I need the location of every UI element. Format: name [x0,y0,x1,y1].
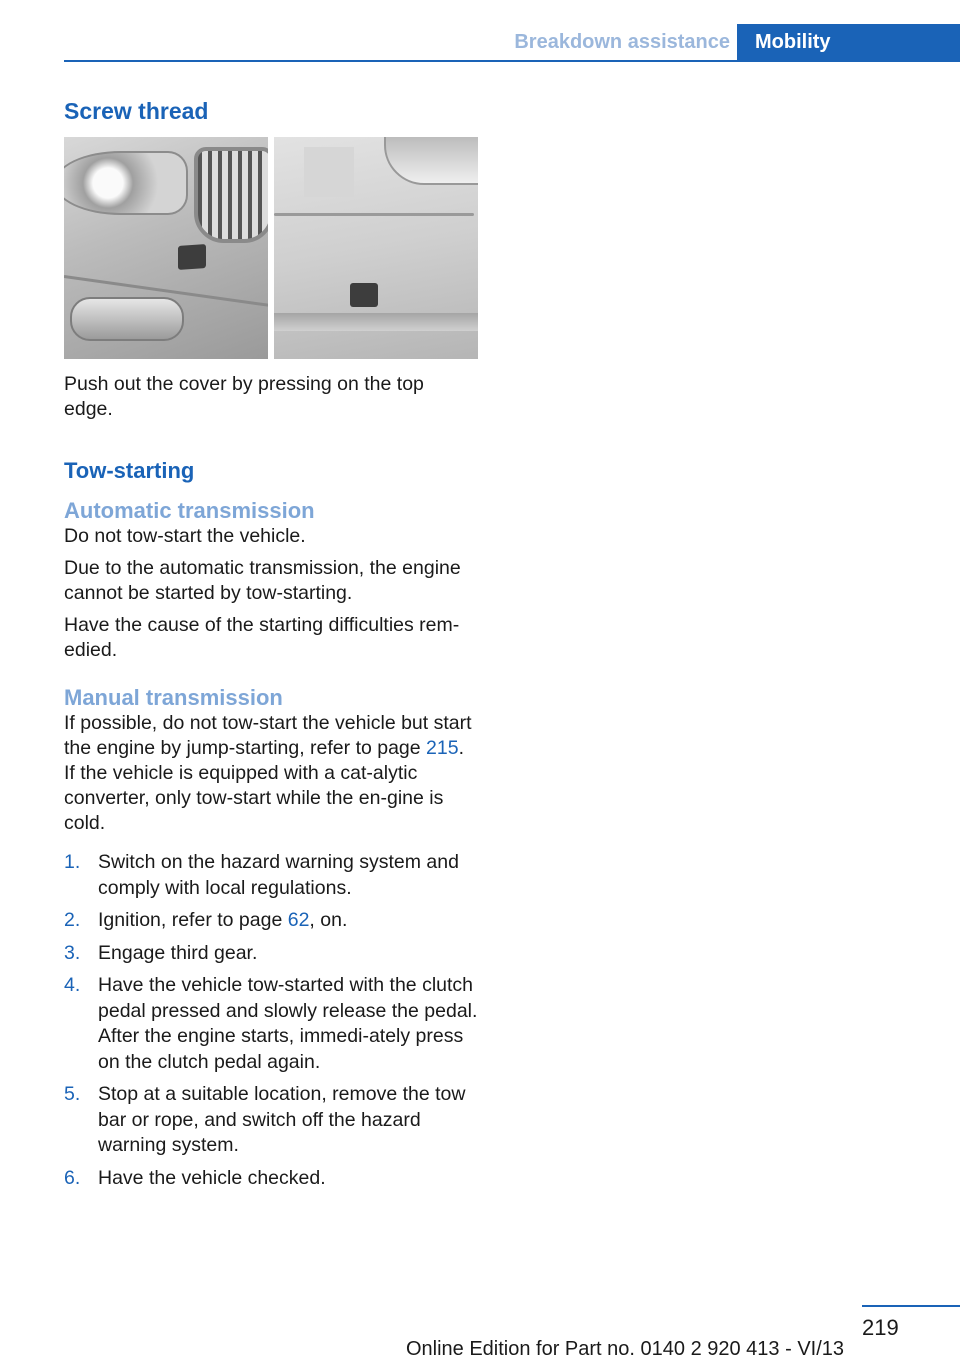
tow-eye-cover-illustration [64,137,478,359]
rear-bumper-trim [274,313,478,331]
screw-thread-instruction: Push out the cover by pressing on the top edge. [64,373,424,420]
front-tow-cover [178,244,206,270]
list-item [64,973,478,1075]
front-bumper-image [64,137,268,359]
trunk-contour [274,213,474,216]
footer-edition: Online Edition for Part no. 0140 2 920 413 - VI/13 [405,1338,845,1360]
automatic-paragraph-2: Due to the automatic transmission, the engine cannot be started by tow-starting. [64,557,461,604]
step-text: Have the vehicle tow-started with the clutch pedal pressed and slowly release the pedal. After the engine starts, immedi-ately press on the clutch pedal again. [98,974,478,1073]
header-section-title: Breakdown assistance [514,31,730,53]
step-text-part: , on. [309,909,348,931]
step-text: Have the vehicle checked. [98,1166,326,1189]
header-chapter-tab: Mobility [737,24,960,60]
tow-starting-heading: Tow-starting [64,458,195,483]
page-link-215[interactable]: 215 [426,737,459,759]
rear-tow-cover [350,283,378,307]
kidney-grille-shape [194,147,268,243]
step-number: 2. [64,909,81,931]
page-link-62[interactable]: 62 [287,909,310,931]
list-item [64,941,478,967]
manual-intro-paragraph [64,711,478,836]
header-rule [64,60,960,62]
page-number: 219 [862,1315,899,1340]
screw-thread-heading: Screw thread [64,98,209,124]
automatic-paragraph-3: Have the cause of the starting difficulties rem-edied. [64,614,460,661]
tow-start-steps [64,850,478,1191]
page-content [64,98,478,1198]
list-item [64,908,478,934]
step-number: 4. [64,974,81,996]
headlight-shape [64,151,188,215]
taillight-shape [384,137,478,185]
list-item [64,1166,478,1192]
step-number: 6. [64,1166,81,1189]
step-text: Switch on the hazard warning system and comply with local regulations. [98,851,459,899]
step-text [98,908,478,934]
list-item [64,850,478,901]
step-number: 3. [64,941,81,964]
fog-light-shape [70,297,184,341]
plate-recess [304,147,354,197]
automatic-transmission-heading: Automatic transmission [64,498,315,523]
step-text-part: Ignition, refer to page [98,909,288,931]
page-number-rule [862,1305,960,1307]
step-text: Stop at a suitable location, remove the tow bar or rope, and switch off the hazard warning system. [98,1083,466,1156]
automatic-paragraph-1: Do not tow-start the vehicle. [64,525,306,547]
step-text: Engage third gear. [98,941,258,964]
manual-intro-text: If possible, do not tow-start the vehicle but start the engine by jump-starting, refer to page [64,712,472,759]
list-item [64,1082,478,1159]
step-number: 1. [64,851,81,873]
manual-transmission-heading: Manual transmission [64,685,283,710]
manual-intro-text-end: . If the vehicle is equipped with a cat-alytic converter, only tow-start while the en-gine is cold. [64,737,465,834]
rear-bumper-image [274,137,478,359]
step-number: 5. [64,1083,81,1105]
